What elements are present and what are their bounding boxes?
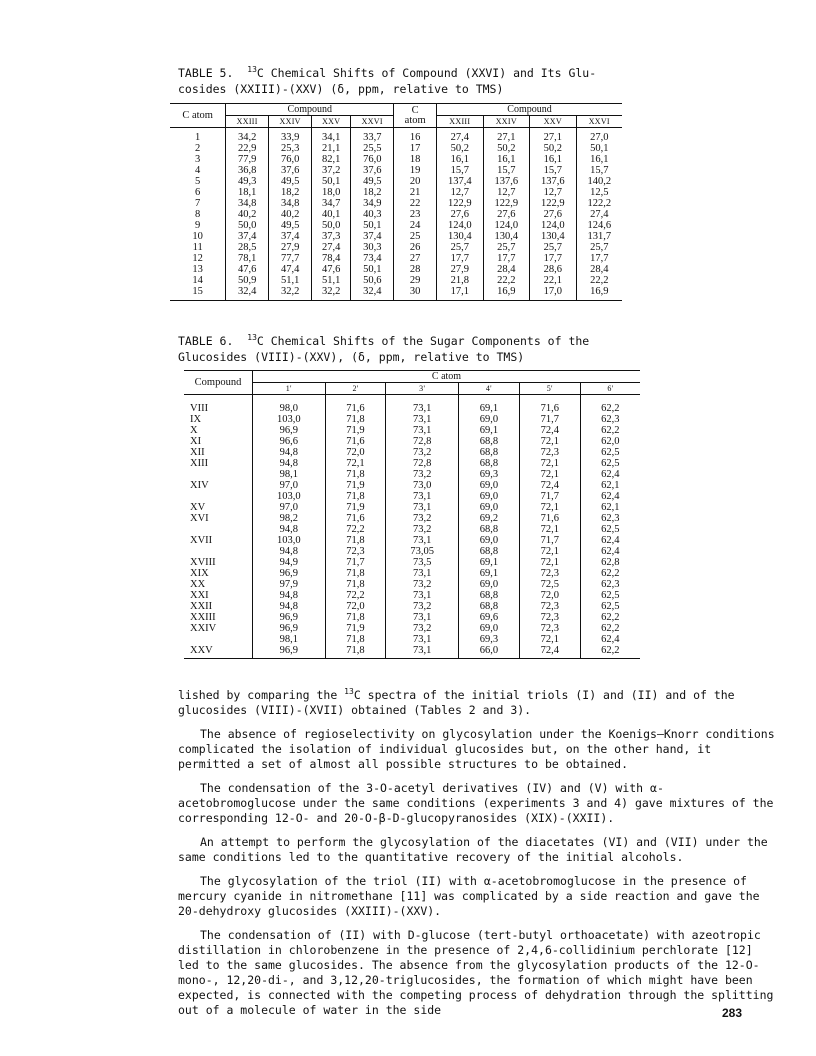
paragraph-4: An attempt to perform the glycosylation of the diacetates (VI) and (VII) under the same conditions led to the quantitative recovery of the initial alcohols. [178,834,768,864]
table5-subhead: XXIII [226,116,269,128]
table5-col-compound-right: Compound [437,104,622,116]
table5-subhead: XXV [312,116,351,128]
table6-caption-sup: 13 [247,333,257,342]
table5-caption-line1: C Chemical Shifts of Compound (XXVI) and Its Glu- [256,65,597,80]
table5-atoms-left: 1 2 3 4 5 6 7 8 9 10 11 12 13 14 15 [170,128,226,301]
table6-subhead: 5' [519,383,580,395]
table6-compounds: VIII IX X XI XII XIII XIV XV XVI XVII XVIII XIX XX XXI XXII XXIII XXIV XXV [184,395,253,659]
table6-subhead: 4' [458,383,519,395]
table5-col-xxvi-r: 27,0 50,1 16,1 15,7 140,2 12,5 122,2 27,4 124,6 131,7 25,7 17,7 28,4 22,2 16,9 [587,132,612,297]
table5-caption [178,62,628,97]
table6-caption-line2: Glucosides (VIII)-(XXV), (δ, ppm, relative to TMS) [178,349,525,364]
table5-caption-sup: 13 [247,65,257,74]
table6-subhead: 2' [325,383,386,395]
table6-subhead: 1' [253,383,326,395]
table5-col-compound: Compound [226,104,394,116]
table6-col-compound: Compound [184,371,253,395]
table6 [184,370,640,659]
table6-col-3: 73,1 73,1 73,1 72,8 73,2 72,8 73,2 73,0 73,1 73,1 73,2 73,2 73,1 73,05 73,5 73,1 73,2 73,1 73,2 73,1 73,2 73,1 73,1 [386,395,459,659]
table5-col-xxiii: 34,2 22,9 77,9 36,8 49,3 18,1 34,8 40,2 50,0 37,4 28,5 78,1 47,6 50,9 32,4 [226,128,269,301]
table5-subhead: XXIII [437,116,484,128]
table5-col-atom: atom [404,114,426,126]
table5-atoms-right: 16 17 18 19 20 21 22 23 24 25 26 27 28 29 30 [394,128,437,301]
paragraph-1-a: lished by comparing the [178,687,345,702]
table5-col-xxv: 34,1 21,1 82,1 37,2 50,1 18,0 34,7 40,1 50,0 37,3 27,4 78,4 47,6 51,1 32,2 [312,128,351,301]
table5-col-xxv-r: 27,1 50,2 16,1 15,7 137,6 12,7 122,9 27,6 124,0 130,4 25,7 17,7 28,6 22,1 17,0 [530,128,577,301]
table6-subhead: 6' [607,384,614,393]
paragraph-3: The condensation of the 3-O-acetyl derivatives (IV) and (V) with α-acetobromoglucose under the same conditions (experiments 3 and 4) gave mixtures of the corresponding 12-O- and 20-O-β-D-glucopyranosides (XIX)-(XXII). [178,780,774,825]
table5-caption-prefix: TABLE 5. [178,65,234,80]
table6-subhead: 3' [386,383,459,395]
table6-col-5: 71,6 71,7 72,4 72,1 72,3 72,1 72,1 72,4 71,7 72,1 71,6 72,1 71,7 72,1 72,1 72,3 72,5 72,0 72,3 72,3 72,3 72,1 72,4 [519,395,580,659]
table5-col-xxiii-r: 27,4 50,2 16,1 15,7 137,4 12,7 122,9 27,6 124,0 130,4 25,7 17,7 27,9 21,8 17,1 [437,128,484,301]
table5-col-c-atom [394,104,437,128]
table6-caption-prefix: TABLE 6. [178,333,234,348]
table6-caption-line1: C Chemical Shifts of the Sugar Components of the [256,333,590,348]
paragraph-1-sup: 13 [344,687,354,696]
table6-col-6: 62,2 62,3 62,2 62,0 62,5 62,5 62,4 62,1 62,4 62,1 62,3 62,5 62,4 62,4 62,8 62,2 62,3 62,5 62,5 62,2 62,2 62,4 62,2 [601,403,620,656]
paragraph-5: The glycosylation of the triol (II) with α-acetobromoglucose in the presence of mercury cyanide in nitromethane [11] was complicated by a side reaction and gave the 20-dehydroxy glucosides (XXIII)-(XXV). [178,873,760,918]
table5-col-xxiv: 33,9 25,3 76,0 37,6 49,5 18,2 34,8 40,2 49,5 37,4 27,9 77,7 47,4 51,1 32,2 [269,128,312,301]
table5-caption-line2: cosides (XXIII)-(XXV) (δ, ppm, relative to TMS) [178,81,504,96]
table6-caption [178,330,628,365]
paragraph-1-b: C spectra of the initial triols (I) and (II) and of the glucosides (VIII)-(XVII) obtained (Tables 2 and 3). [178,687,735,717]
table5-subhead: XXV [530,116,577,128]
table5 [170,103,622,301]
table5-subhead: XXIV [269,116,312,128]
paragraph-1 [178,684,778,718]
paragraph-6: The condensation of (II) with D-glucose (tert-butyl orthoacetate) with azeotropic distillation in chlorobenzene in the presence of 2,4,6-collidinium perchlorate [12] led to the same glucosides. The absence from the glycosylation products of the 12-O-mono-, 12,20-di-, and 3,12,20-triglucosides, the formation of which might have been expected, is connected with the competing process of dehydration through the splitting out of a molecule of water in the side [178,927,774,1017]
table6-col-2: 71,6 71,8 71,9 71,6 72,0 72,1 71,8 71,9 71,8 71,9 71,6 72,2 71,8 72,3 71,7 71,8 71,8 72,2 72,0 71,8 71,9 71,8 71,8 [325,395,386,659]
body-text [178,684,778,1027]
table5-col-xxvi: 33,7 25,5 76,0 37,6 49,5 18,2 34,9 40,3 50,1 37,4 30,3 73,4 50,1 50,6 32,4 [363,132,382,297]
page-number: 283 [722,1006,743,1020]
table6-col-4: 69,1 69,0 69,1 68,8 68,8 68,8 69,3 69,0 69,0 69,0 69,2 68,8 69,0 68,8 69,1 69,1 69,0 68,8 68,8 69,6 69,0 69,3 66,0 [458,395,519,659]
table6-col-catom: C atom [253,371,641,383]
table5-col-c: C [411,104,419,116]
table5-subhead: XXVI [588,117,610,126]
table6-col-1: 98,0 103,0 96,9 96,6 94,8 94,8 98,1 97,0 103,0 97,0 98,2 94,8 103,0 94,8 94,9 96,9 97,9 94,8 94,8 96,9 96,9 98,1 96,9 [253,395,326,659]
table5-col-xxiv-r: 27,1 50,2 16,1 15,7 137,6 12,7 122,9 27,6 124,0 130,4 25,7 17,7 28,4 22,2 16,9 [483,128,530,301]
paragraph-2: The absence of regioselectivity on glycosylation under the Koenigs—Knorr conditions complicated the isolation of individual glucosides but, on the other hand, it permitted a set of almost all possible structures to be obtained. [178,726,775,771]
table5-subhead: XXVI [361,117,383,126]
table5-col-catom: C atom [170,104,226,128]
table5-subhead: XXIV [483,116,530,128]
